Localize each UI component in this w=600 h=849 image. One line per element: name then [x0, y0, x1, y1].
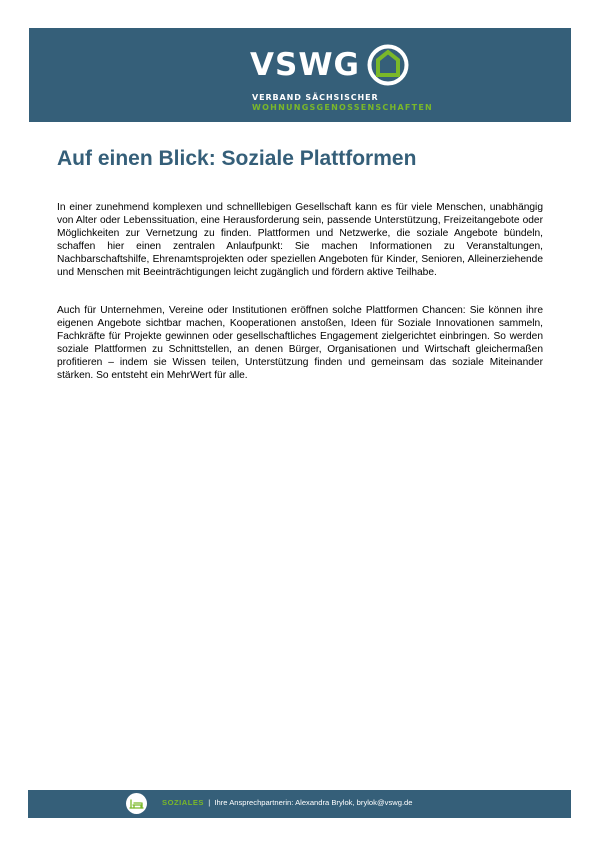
footer-contact-label: Ihre Ansprechpartnerin: Alexandra Brylok, brylok@vswg.de [214, 798, 413, 807]
footer-category: SOZIALES [162, 798, 204, 807]
bench-icon [126, 793, 147, 814]
logo-tagline-1: VERBAND SÄCHSISCHER [252, 93, 379, 102]
logo-wordmark: VSWG [250, 47, 360, 83]
footer-contact [162, 798, 413, 807]
logo-tagline-2: WOHNUNGSGENOSSENSCHAFTEN [252, 103, 433, 112]
paragraph-1: In einer zunehmend komplexen und schnelllebigen Gesellschaft kann es für viele Menschen, unabhängig von Alter oder Lebenssituation, eine Herausforderung sein, passende Unterstützung, Freizeitangebote oder Möglichkeiten zur Vernetzung zu finden. Plattformen und Netzwerke, die soziale Angebote bündeln, schaffen hier einen zentralen Anlaufpunkt: Sie machen Informationen zu Veranstaltungen, Nachbarschaftshilfe, Ehrenamtsprojekten oder speziellen Angeboten für Kinder, Senioren, Alleinerziehende und Menschen mit Beeinträchtigungen leicht zugänglich und fördern aktive Teilhabe. [57, 202, 543, 278]
footer-separator: | [208, 798, 211, 807]
house-in-circle-icon [367, 44, 409, 86]
footer-bar [28, 790, 571, 818]
page-title: Auf einen Blick: Soziale Plattformen [57, 147, 417, 170]
paragraph-2: Auch für Unternehmen, Vereine oder Institutionen eröffnen solche Plattformen Chancen: Sie können ihre eigenen Angebote sichtbar machen, Kooperationen anstoßen, Ideen für Soziale Innovationen sammeln, Fachkräfte für Projekte gewinnen oder gesellschaftliches Engagement zielgerichtet einbringen. So werden soziale Plattformen zu Schnittstellen, an denen Bürger, Organisationen und Wirtschaft gleichermaßen profitieren – indem sie Wissen teilen, Unterstützung finden und gemeinsam das soziale Miteinander stärken. So entsteht ein MehrWert für alle. [57, 305, 543, 381]
vswg-logo [250, 44, 433, 114]
header-banner [29, 28, 571, 122]
